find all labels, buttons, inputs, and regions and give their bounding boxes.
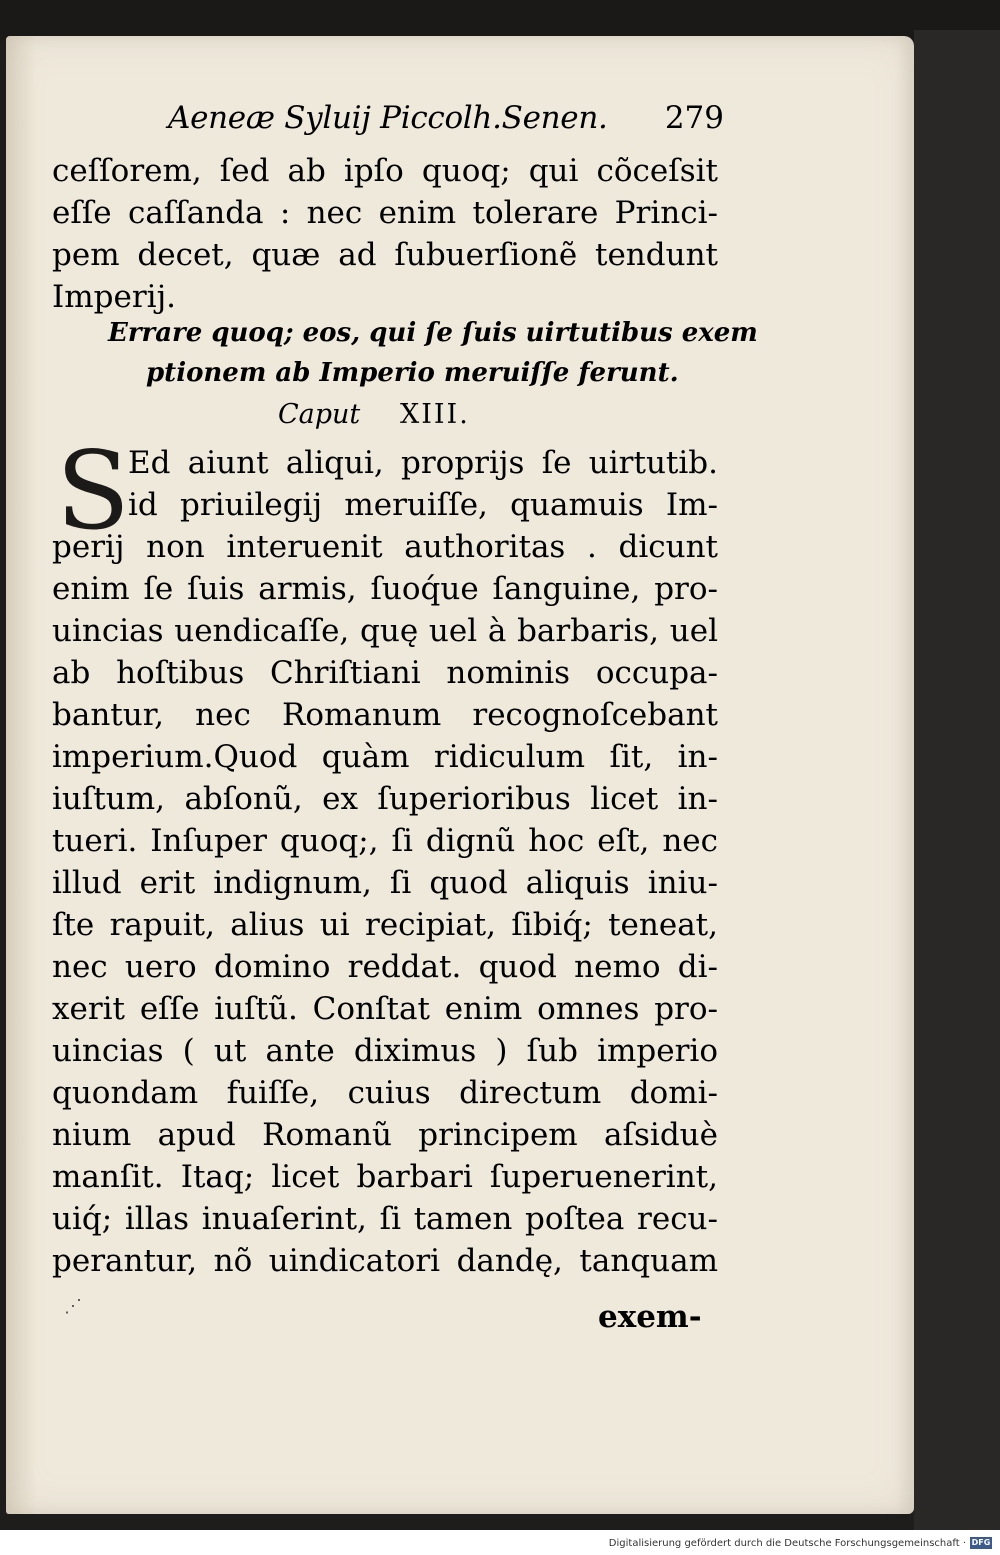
digitization-credit — [609, 1536, 992, 1550]
text-line: perantur, nõ uindicatori dandę, tanquam — [52, 1243, 718, 1279]
text-line: enim ſe ſuis armis, ſuoq́ue ſanguine, pro- — [52, 571, 718, 607]
text-line: eſſe caſſanda : nec enim tolerare Princi- — [52, 195, 718, 231]
chapter-subheading-line: Errare quoq; eos, qui ſe ſuis uirtutibus exem — [108, 318, 758, 348]
text-line: manſit. Itaq; licet barbari ſuperuenerint, — [52, 1159, 718, 1195]
drop-capital: S — [56, 429, 130, 554]
text-line: uincias uendicaſſe, quę uel à barbaris, uel — [52, 613, 718, 649]
text-line: imperium.Quod quàm ridiculum ſit, in- — [52, 739, 718, 775]
text-line: Imperij. — [52, 279, 177, 315]
page-number: 279 — [664, 100, 724, 136]
scan-background-top — [0, 0, 1000, 40]
scan-background-right — [914, 30, 1000, 1530]
text-line: xerit eſſe iuſtũ. Conſtat enim omnes pro- — [52, 991, 718, 1027]
running-title: Aeneæ Syluij Piccolh.Senen. — [168, 100, 608, 136]
text-line: perij non interuenit authoritas . dicunt — [52, 529, 718, 565]
text-line: bantur, nec Romanum recognoſcebant — [52, 697, 718, 733]
credit-text: Digitalisierung gefördert durch die Deutsche Forschungsgemeinschaft · — [608, 1537, 966, 1549]
chapter-number: XIII. — [400, 399, 470, 430]
text-line: nec uero domino reddat. quod nemo di- — [52, 949, 718, 985]
dfg-logo-icon: DFG — [971, 1538, 991, 1547]
text-line: ſte rapuit, alius ui recipiat, ſibiq́; teneat, — [52, 907, 718, 943]
running-header — [168, 100, 724, 144]
ink-speck: ⋰ — [64, 1296, 82, 1317]
text-line: uincias ( ut ante diximus ) ſub imperio — [52, 1033, 718, 1069]
text-line: ab hoſtibus Chriſtiani nominis occupa- — [52, 655, 718, 691]
text-line: tueri. Inſuper quoq;, ſi dignũ hoc eſt, nec — [52, 823, 718, 859]
text-line: Ed aiunt aliqui, proprijs ſe uirtutib. — [128, 445, 718, 481]
chapter-label: Caput — [278, 399, 361, 430]
text-line: quondam fuiſſe, cuius directum domi- — [52, 1075, 718, 1111]
text-line: ceſſorem, ſed ab ipſo quoq; qui cõceſsit — [52, 153, 718, 189]
chapter-subheading-line: ptionem ab Imperio meruiſſe ferunt. — [146, 358, 679, 388]
text-line: iuſtum, abſonũ, ex ſuperioribus licet in- — [52, 781, 718, 817]
text-line: pem decet, quæ ad ſubuerſionẽ tendunt — [52, 237, 718, 273]
text-line: uiq́; illas inuaſerint, ſi tamen poſtea recu- — [52, 1201, 718, 1237]
text-line: illud erit indignum, ſi quod aliquis iniu- — [52, 865, 718, 901]
text-line: nium apud Romanũ principem aſsiduè — [52, 1117, 718, 1153]
text-line: id priuilegij meruiſſe, quamuis Im- — [128, 487, 718, 523]
catchword: exem- — [598, 1299, 702, 1335]
